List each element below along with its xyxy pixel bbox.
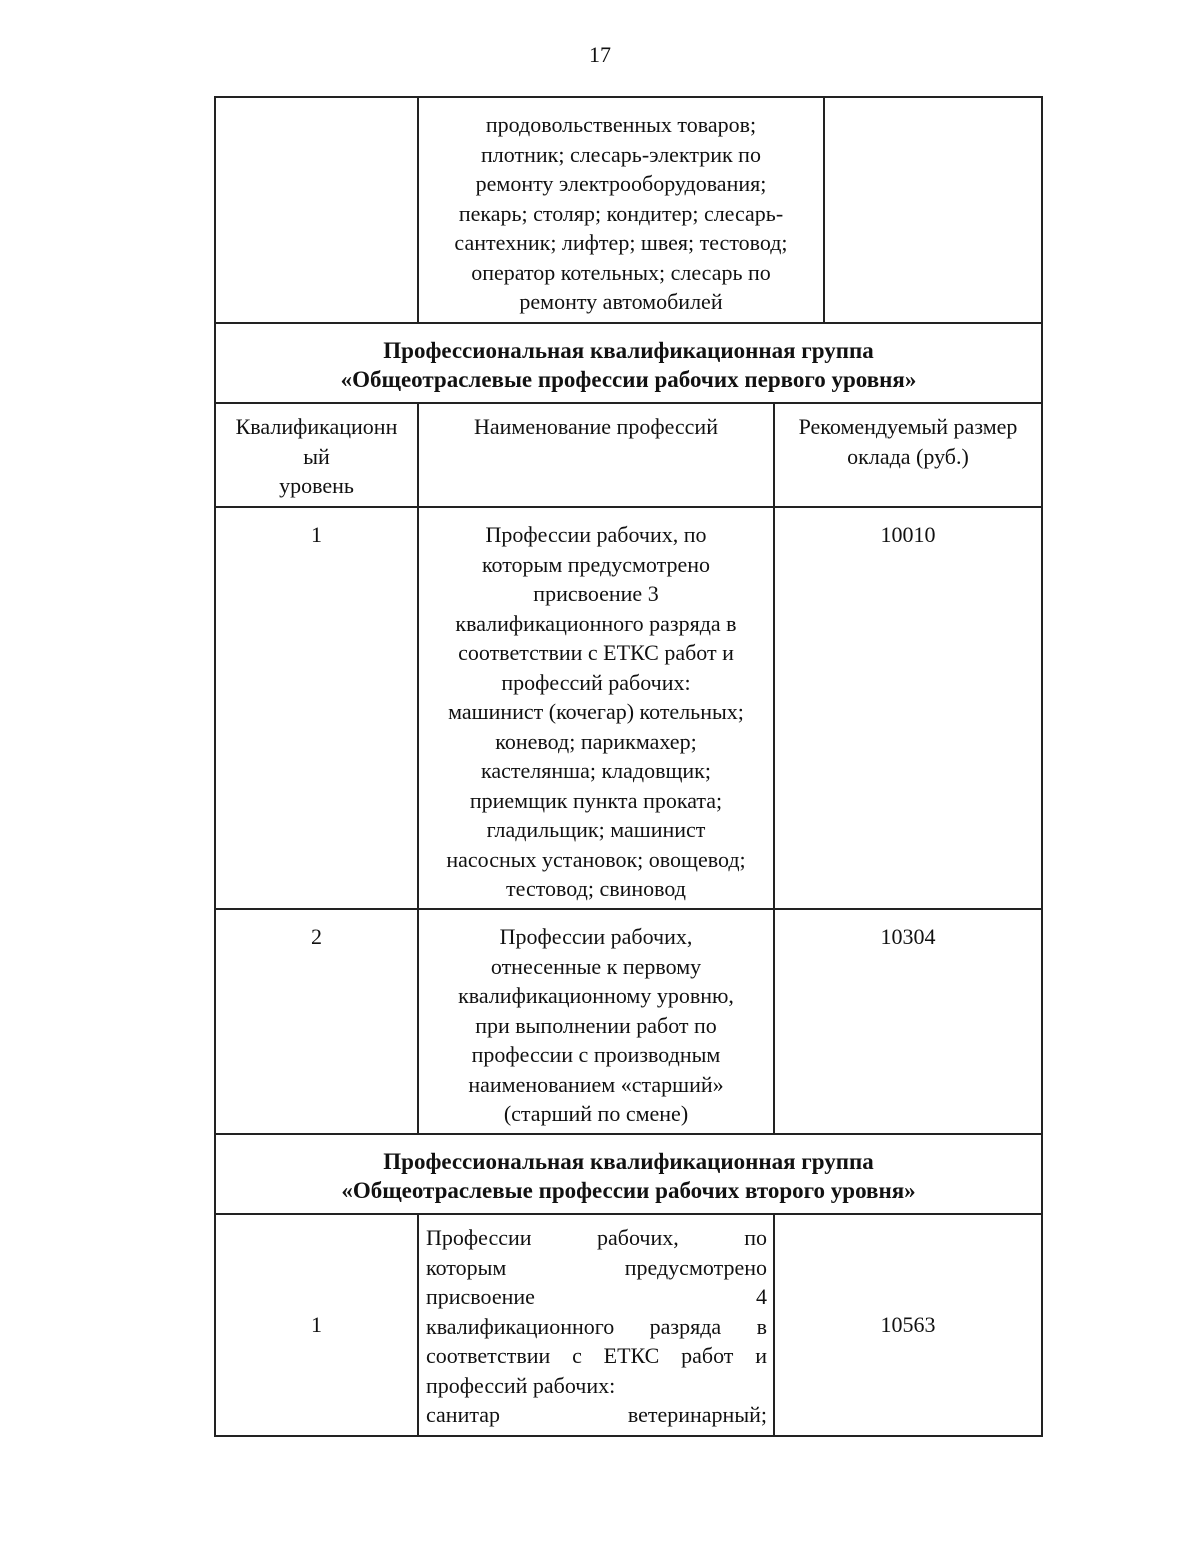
profession-line: которым предусмотрено xyxy=(481,551,711,577)
profession-line: Профессии рабочих, по xyxy=(426,1225,767,1250)
table-row-level xyxy=(214,1213,419,1437)
continuation-line: продовольственных товаров; xyxy=(485,112,757,137)
table-row-level xyxy=(214,506,419,910)
header-salary-cell xyxy=(773,402,1043,508)
continuation-salary-cell xyxy=(823,96,1043,324)
profession-line: квалификационному уровню, xyxy=(458,983,734,1008)
profession-line: коневод; парикмахер; xyxy=(495,728,697,754)
profession-line: присвоение 4 xyxy=(426,1284,767,1309)
profession-line: санитар ветеринарный; xyxy=(426,1402,767,1427)
header-salary-line: Рекомендуемый размер xyxy=(798,414,1018,439)
continuation-level-cell xyxy=(214,96,419,324)
header-level-line: ый xyxy=(303,443,330,469)
group2-title-cell xyxy=(214,1133,1043,1215)
profession-line: которым предусмотрено xyxy=(426,1254,767,1280)
profession-line: Профессии рабочих, по xyxy=(485,522,707,547)
profession-line: насосных установок; овощевод; xyxy=(446,846,746,872)
profession-line: профессий рабочих: xyxy=(426,1372,616,1398)
profession-line: квалификационного разряда в xyxy=(455,610,737,636)
table-row-salary xyxy=(773,506,1043,910)
profession-line: присвоение 3 xyxy=(533,581,659,606)
profession-line: при выполнении работ по xyxy=(475,1012,717,1038)
profession-line: наименованием «старший» xyxy=(468,1071,724,1097)
table-row-level xyxy=(214,908,419,1135)
group1-title-line1: Профессиональная квалификационная группа xyxy=(383,338,874,363)
continuation-line: сантехник; лифтер; швея; тестовод; xyxy=(454,230,788,255)
profession-line: Профессии рабочих, xyxy=(499,924,693,949)
profession-line: профессии с производным xyxy=(471,1042,721,1067)
level-value: 2 xyxy=(311,924,322,949)
group1-title-line2: «Общеотраслевые профессии рабочих первого уровня» xyxy=(340,367,917,392)
profession-line: соответствии с ЕТКС работ и xyxy=(458,640,734,665)
continuation-line: плотник; слесарь-электрик по xyxy=(481,141,761,167)
header-level-cell xyxy=(214,402,419,508)
profession-line: гладильщик; машинист xyxy=(486,817,706,842)
continuation-line: оператор котельных; слесарь по xyxy=(471,259,771,285)
header-name-cell xyxy=(417,402,775,508)
continuation-line: ремонту автомобилей xyxy=(519,289,723,314)
table-row-salary xyxy=(773,908,1043,1135)
profession-line: машинист (кочегар) котельных; xyxy=(448,699,744,724)
profession-line: кастелянша; кладовщик; xyxy=(481,758,711,783)
table-row-name xyxy=(417,908,775,1135)
profession-line: квалификационного разряда в xyxy=(426,1313,767,1339)
level-value: 1 xyxy=(311,1312,322,1337)
salary-value: 10563 xyxy=(880,1312,936,1337)
group2-title-line2: «Общеотраслевые профессии рабочих второго уровня» xyxy=(341,1178,916,1203)
group2-title-line1: Профессиональная квалификационная группа xyxy=(383,1149,874,1174)
profession-line: соответствии с ЕТКС работ и xyxy=(426,1343,767,1368)
level-value: 1 xyxy=(311,522,322,547)
header-level-line: уровень xyxy=(279,473,354,498)
continuation-line: пекарь; столяр; кондитер; слесарь- xyxy=(458,200,784,226)
profession-line: приемщик пункта проката; xyxy=(469,787,723,813)
header-level-line: Квалификационн xyxy=(235,414,398,439)
header-name: Наименование профессий xyxy=(474,414,718,439)
continuation-line: ремонту электрооборудования; xyxy=(475,171,767,196)
profession-line: (старший по смене) xyxy=(503,1101,689,1126)
header-salary-line: оклада (руб.) xyxy=(847,443,969,469)
profession-line: отнесенные к первому xyxy=(490,953,702,979)
profession-line: тестовод; свиновод xyxy=(506,876,686,901)
salary-value: 10010 xyxy=(880,522,936,547)
group1-title-cell xyxy=(214,322,1043,404)
salary-value: 10304 xyxy=(880,924,936,949)
table-row-name xyxy=(417,1213,775,1437)
profession-line: профессий рабочих: xyxy=(501,669,691,695)
continuation-name-cell xyxy=(417,96,825,324)
table-row-name xyxy=(417,506,775,910)
table-row-salary xyxy=(773,1213,1043,1437)
page-number: 17 xyxy=(589,42,611,67)
